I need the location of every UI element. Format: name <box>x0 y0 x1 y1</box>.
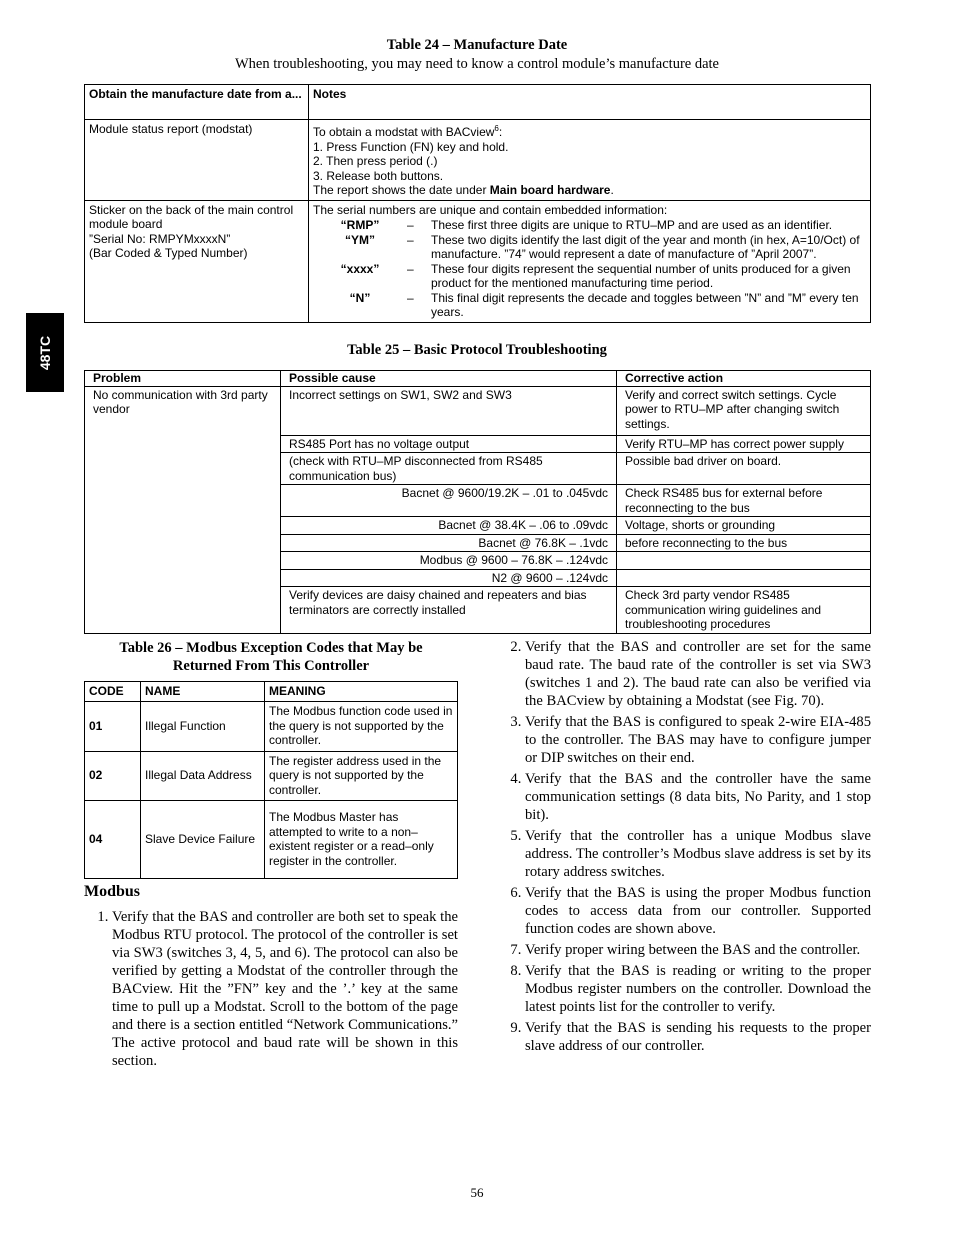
list-item: 8. Verify that the BAS is reading or writing to the proper Modbus register numbers on the controller. Download the latest points list for the controller to verify. <box>525 962 871 1016</box>
table-row <box>85 701 458 751</box>
table25 <box>84 370 871 634</box>
table26-code: 01 <box>85 701 141 751</box>
report-prefix: The report shows the date under <box>313 183 490 197</box>
table24-caption: Table 24 – Manufacture Date <box>386 37 568 53</box>
table26-code: 04 <box>85 800 141 878</box>
serial-desc: These two digits identify the last digit of the year and month (in hex, A=10/Oct) of manufacture. ”74” would represent a date of manufacture of ”April 2007”. <box>431 232 860 261</box>
report-suffix: . <box>610 183 614 197</box>
table24-subcaption: When troubleshooting, you may need to know a control module’s manufacture date <box>234 56 719 72</box>
table25-action: Check 3rd party vendor RS485 communication wiring guidelines and troubleshooting procedures <box>617 587 871 634</box>
table24-header-notes: Notes <box>309 85 871 120</box>
table25-cause: Verify devices are daisy chained and repeaters and bias terminators are correctly installed <box>281 587 617 634</box>
table26 <box>84 681 458 879</box>
sticker-line: ”Serial No: RMPYMxxxxN” <box>89 231 231 246</box>
table26-caption-line2: Returned From This Controller <box>172 658 370 674</box>
table24-header-source: Obtain the manufacture date from a... <box>85 85 309 120</box>
table25-action <box>617 569 871 587</box>
table26-header-code: CODE <box>85 682 141 702</box>
list-item: 4. Verify that the BAS and the controller have the same communication settings (8 data bits, No Parity, and 1 stop bit). <box>525 770 871 824</box>
list-item: 3. Verify that the BAS is configured to speak 2-wire EIA-485 to the controller. The BAS may have to configure jumper or DIP switches on their end. <box>525 713 871 767</box>
table25-header-cause: Possible cause <box>281 371 617 387</box>
page-number: 56 <box>470 1185 484 1200</box>
table26-code: 02 <box>85 751 141 800</box>
modstat-intro-end: : <box>498 125 503 139</box>
table25-header-action: Corrective action <box>617 371 871 387</box>
table26-header-meaning: MEANING <box>265 682 458 702</box>
list-item: 5. Verify that the controller has a unique Modbus slave address. The controller’s Modbus slave address is set by its rotary address switches. <box>525 827 871 881</box>
serial-dash: – <box>407 261 414 276</box>
serial-desc: These four digits represent the sequential number of units produced for a given product for the mentioned manufacturing time period. <box>431 261 851 290</box>
table25-cause: Bacnet @ 9600/19.2K – .01 to .045vdc <box>281 485 617 517</box>
table25-action: before reconnecting to the bus <box>617 534 871 552</box>
modbus-heading: Modbus <box>84 883 141 900</box>
table26-name: Illegal Data Address <box>141 751 265 800</box>
table24-row2-notes <box>309 200 871 322</box>
side-tab-label: 48TC <box>36 335 53 370</box>
serial-dash: – <box>407 232 414 247</box>
table24-row2-source <box>85 200 309 322</box>
modstat-step: 3. Release both buttons. <box>313 168 444 183</box>
list-item: 7. Verify proper wiring between the BAS and the controller. <box>525 941 871 959</box>
table-row <box>85 800 458 878</box>
table25-cause: Incorrect settings on SW1, SW2 and SW3 <box>281 386 617 435</box>
table25-problem: No communication with 3rd party vendor <box>85 386 281 634</box>
table26-name: Illegal Function <box>141 701 265 751</box>
table26-meaning: The register address used in the query is not supported by the controller. <box>265 751 458 800</box>
serial-dash: – <box>407 290 414 305</box>
table24-row1-source: Module status report (modstat) <box>85 120 309 201</box>
sticker-line: (Bar Coded & Typed Number) <box>89 246 248 260</box>
serial-desc: These first three digits are unique to RTU–MP and are used as an identifier. <box>431 218 833 232</box>
table-row <box>85 386 871 435</box>
modstat-step: 2. Then press period (.) <box>313 154 438 168</box>
serial-desc: This final digit represents the decade and toggles between ”N” and ”M” every ten years. <box>431 290 859 319</box>
table25-cause: Bacnet @ 76.8K – .1vdc <box>281 534 617 552</box>
serial-breakdown <box>313 218 866 320</box>
table25-cause: Modbus @ 9600 – 76.8K – .124vdc <box>281 552 617 570</box>
sticker-line: Sticker on the back of the main control module board <box>89 202 294 231</box>
table26-meaning: The Modbus function code used in the query is not supported by the controller. <box>265 701 458 751</box>
table25-action: Voltage, shorts or grounding <box>617 517 871 535</box>
table24 <box>84 84 871 323</box>
list-item: 1. Verify that the BAS and controller are both set to speak the Modbus RTU protocol. The protocol of the controller is set via SW3 (switches 3, 4, 5, and 6). The protocol can also be verified by getting a Modstat of the controller through the BACview. Hit the ”FN” key and the ’.’ key at the same time to pull up a Modstat. Scroll to the bottom of the page and there is a section entitled “Network Communications.” The active protocol and baud rate will be shown in this section. <box>112 908 458 1070</box>
modbus-list-left <box>84 908 458 1073</box>
table26-meaning: The Modbus Master has attempted to write to a non–existent register or a read–only register in the controller. <box>265 800 458 878</box>
table-row <box>85 200 871 322</box>
table25-action: Possible bad driver on board. <box>617 453 871 485</box>
list-item: 2. Verify that the BAS and controller are set for the same baud rate. The baud rate of the controller is set via SW3 (switches 1 and 2). The baud rate can also be verified via the BACview by obtaining a Modstat (see Fig. 70). <box>525 638 871 710</box>
table26-header-name: NAME <box>141 682 265 702</box>
report-bold: Main board hardware <box>489 183 611 197</box>
modstat-intro-sup: 6 <box>494 124 499 133</box>
table25-action: Verify RTU–MP has correct power supply <box>617 435 871 453</box>
serial-code: “YM” <box>345 232 375 247</box>
serial-code: “RMP” <box>340 218 380 232</box>
modbus-list-right <box>497 638 871 1058</box>
table-row <box>85 120 871 201</box>
table25-action: Check RS485 bus for external before reconnecting to the bus <box>617 485 871 517</box>
serial-code: “N” <box>349 290 371 305</box>
table-row <box>85 751 458 800</box>
table25-cause: N2 @ 9600 – .124vdc <box>281 569 617 587</box>
modstat-intro: To obtain a modstat with BACview <box>313 125 495 139</box>
list-item: 6. Verify that the BAS is using the proper Modbus function codes to access data from our controller. Supported function codes are shown above. <box>525 884 871 938</box>
table26-name: Slave Device Failure <box>141 800 265 878</box>
list-item: 9. Verify that the BAS is sending his requests to the proper slave address of our controller. <box>525 1019 871 1055</box>
serial-intro: The serial numbers are unique and contain embedded information: <box>313 202 668 217</box>
table26-caption-line1: Table 26 – Modbus Exception Codes that May be <box>119 640 423 656</box>
table25-cause: Bacnet @ 38.4K – .06 to .09vdc <box>281 517 617 535</box>
table25-cause: (check with RTU–MP disconnected from RS485 communication bus) <box>281 453 617 485</box>
table25-action: Verify and correct switch settings. Cycle power to RTU–MP after changing switch settings. <box>617 386 871 435</box>
table25-action <box>617 552 871 570</box>
table25-caption: Table 25 – Basic Protocol Troubleshooting <box>347 342 607 358</box>
table26-caption <box>84 639 458 675</box>
table25-cause: RS485 Port has no voltage output <box>281 435 617 453</box>
modstat-step: 1. Press Function (FN) key and hold. <box>313 139 509 154</box>
serial-code: “xxxx” <box>340 261 380 276</box>
table25-header-problem: Problem <box>85 371 281 387</box>
serial-dash: – <box>407 218 414 232</box>
table24-row1-notes <box>309 120 871 201</box>
